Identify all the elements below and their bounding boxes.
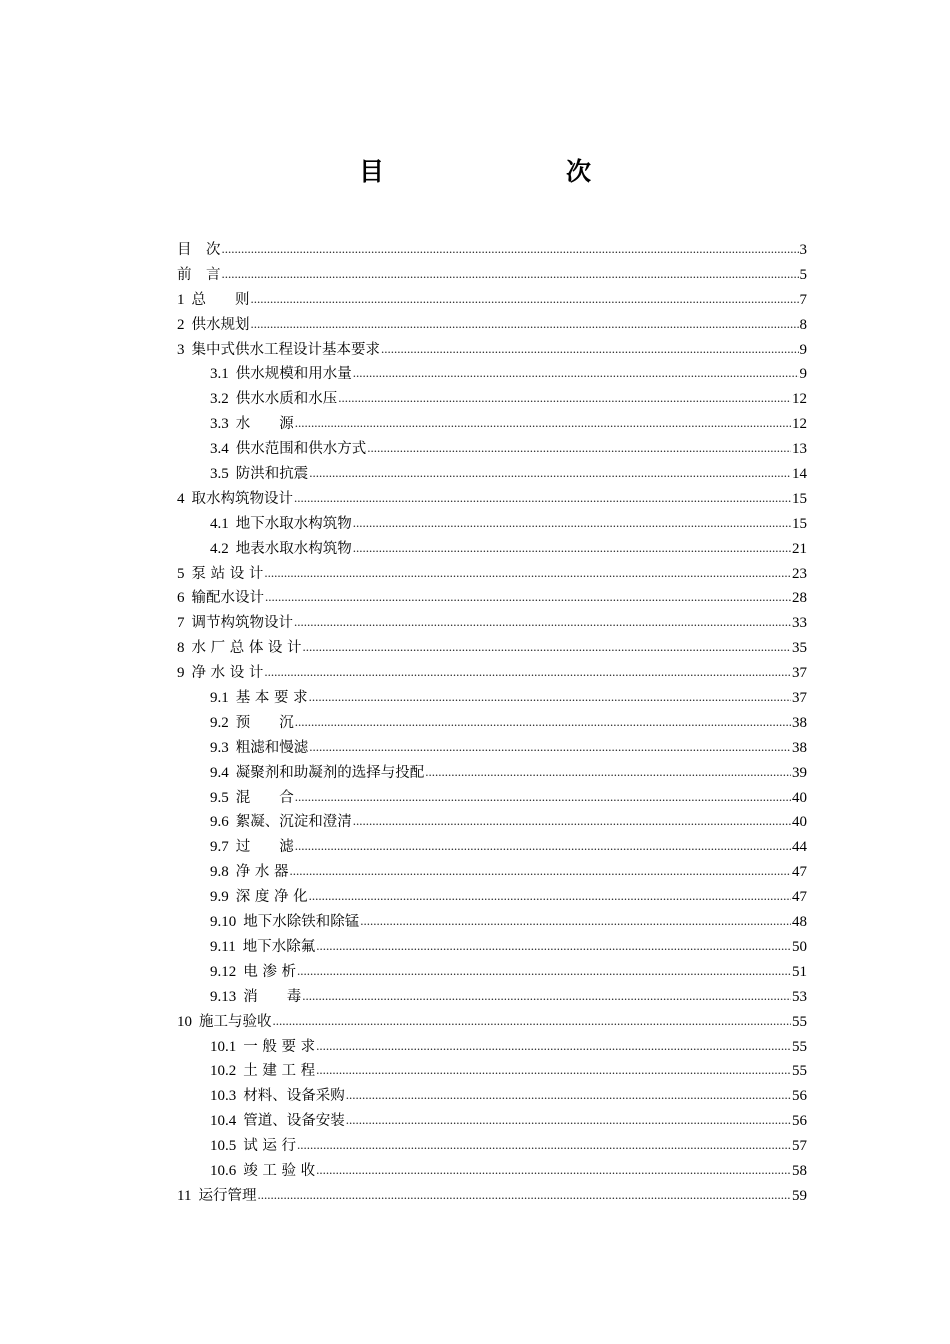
toc-entry[interactable]: [177, 1035, 807, 1060]
toc-leader-dots: [264, 561, 791, 586]
toc-leader-dots: [302, 984, 791, 1009]
toc-entry-number: 11: [177, 1187, 192, 1204]
toc-entry-page: 23: [792, 565, 807, 582]
toc-entry-number: 10.6: [210, 1162, 237, 1179]
toc-entry-number: 10.2: [210, 1063, 237, 1080]
toc-entry-number: 8: [177, 640, 185, 657]
toc-leader-dots: [367, 436, 791, 461]
toc-entry-number: 4: [177, 490, 185, 507]
toc-entry-title: 材料、设备采购: [243, 1088, 345, 1105]
toc-entry-page: 38: [792, 739, 807, 756]
toc-entry[interactable]: [177, 412, 807, 437]
toc-entry-number: 9.7: [210, 839, 229, 856]
toc-entry-number: 4.2: [210, 540, 229, 557]
toc-entry-page: 39: [792, 764, 807, 781]
toc-entry[interactable]: [177, 1184, 807, 1209]
toc-entry-title: 粗滤和慢滤: [235, 739, 309, 756]
toc-leader-dots: [295, 834, 791, 859]
toc-entry-page: 56: [792, 1088, 807, 1105]
toc-entry-page: 47: [792, 864, 807, 881]
toc-entry-page: 58: [792, 1162, 807, 1179]
toc-entry[interactable]: [177, 711, 807, 736]
toc-entry[interactable]: [177, 860, 807, 885]
toc-leader-dots: [309, 884, 791, 909]
toc-entry-title: 地表水取水构筑物: [235, 540, 352, 557]
toc-entry-number: 3.4: [210, 441, 229, 458]
toc-leader-dots: [295, 411, 791, 436]
toc-entry[interactable]: [177, 437, 807, 462]
toc-entry[interactable]: [177, 935, 807, 960]
toc-entry-title: 泵 站 设 计: [191, 565, 264, 582]
toc-leader-dots: [294, 486, 791, 511]
toc-entry[interactable]: [177, 835, 807, 860]
toc-entry-page: 40: [792, 789, 807, 806]
toc-entry-number: 9.9: [210, 889, 229, 906]
toc-entry-page: 37: [792, 690, 807, 707]
toc-entry-page: 9: [799, 341, 807, 358]
toc-entry[interactable]: [177, 387, 807, 412]
toc-entry-title: 目 次: [177, 242, 221, 258]
toc-leader-dots: [295, 785, 791, 810]
toc-entry-page: 7: [799, 291, 807, 308]
toc-entry[interactable]: [177, 537, 807, 562]
toc-entry-page: 35: [792, 640, 807, 657]
toc-entry-number: 5: [177, 565, 185, 582]
toc-entry[interactable]: [177, 238, 807, 263]
toc-entry[interactable]: [177, 736, 807, 761]
toc-entry[interactable]: [177, 960, 807, 985]
toc-entry-title: 土 建 工 程: [243, 1063, 316, 1080]
toc-entry[interactable]: [177, 661, 807, 686]
toc-leader-dots: [297, 1133, 791, 1158]
toc-leader-dots: [360, 909, 791, 934]
toc-entry-number: 9.13: [210, 988, 237, 1005]
toc-entry-title: 水 源: [235, 416, 294, 433]
toc-entry-title: 供水规模和用水量: [235, 366, 352, 383]
toc-entry-page: 55: [792, 1038, 807, 1055]
toc-entry-title: 施工与验收: [199, 1013, 272, 1030]
toc-entry-number: 9.1: [210, 690, 229, 707]
toc-entry-page: 57: [792, 1138, 807, 1155]
toc-entry-page: 55: [792, 1013, 807, 1030]
toc-entry-page: 51: [792, 963, 807, 980]
toc-entry-title: 电 渗 析: [243, 963, 296, 980]
toc-leader-dots: [353, 361, 799, 386]
toc-entry-title: 絮凝、沉淀和澄清: [235, 814, 352, 831]
toc-entry-page: 50: [792, 938, 807, 955]
toc-entry-number: 9.5: [210, 789, 229, 806]
toc-entry-title: 供水范围和供水方式: [235, 441, 367, 458]
toc-leader-dots: [222, 262, 799, 287]
toc-entry-title: 供水规划: [191, 316, 250, 333]
toc-entry-number: 10: [177, 1013, 192, 1030]
toc-leader-dots: [309, 461, 791, 486]
toc-leader-dots: [273, 1009, 792, 1034]
toc-leader-dots: [353, 809, 791, 834]
toc-entry[interactable]: [177, 810, 807, 835]
toc-entry-number: 10.5: [210, 1138, 237, 1155]
toc-entry-title: 净 水 器: [235, 864, 289, 881]
toc-entry-title: 凝聚剂和助凝剂的选择与投配: [235, 764, 425, 781]
toc-entry-page: 47: [792, 889, 807, 906]
toc-entry-page: 37: [792, 665, 807, 682]
toc-entry[interactable]: [177, 761, 807, 786]
toc-entry-title: 供水水质和水压: [235, 391, 338, 408]
toc-leader-dots: [346, 1083, 791, 1108]
toc-entry-number: 9.8: [210, 864, 229, 881]
toc-entry-number: 10.3: [210, 1088, 237, 1105]
toc-entry-number: 3.1: [210, 366, 229, 383]
toc-entry-title: 集中式供水工程设计基本要求: [191, 341, 380, 358]
toc-entry-title: 管道、设备安装: [243, 1113, 345, 1130]
toc-leader-dots: [316, 1034, 791, 1059]
toc-entry[interactable]: [177, 487, 807, 512]
toc-entry-page: 44: [792, 839, 807, 856]
toc-entry-number: 9: [177, 665, 185, 682]
toc-leader-dots: [222, 237, 799, 262]
toc-entry-number: 9.2: [210, 714, 229, 731]
toc-leader-dots: [297, 959, 791, 984]
toc-entry-page: 12: [792, 416, 807, 433]
toc-entry-number: 9.11: [210, 938, 236, 955]
toc-entry-page: 48: [792, 914, 807, 931]
toc-leader-dots: [294, 610, 791, 635]
toc-entry[interactable]: [177, 985, 807, 1010]
toc-leader-dots: [265, 585, 791, 610]
toc-entry-title: 调节构筑物设计: [191, 615, 293, 632]
toc-entry-page: 38: [792, 714, 807, 731]
toc-entry-number: 10.1: [210, 1038, 237, 1055]
toc-entry-page: 13: [792, 441, 807, 458]
toc-entry-title: 一 般 要 求: [243, 1038, 316, 1055]
toc-leader-dots: [338, 386, 791, 411]
toc-entry-number: 10.4: [210, 1113, 237, 1130]
toc-entry-page: 59: [792, 1187, 807, 1204]
toc-entry-title: 总 则: [191, 291, 250, 308]
toc-leader-dots: [316, 934, 791, 959]
toc-entry[interactable]: [177, 686, 807, 711]
toc-entry-title: 净 水 设 计: [191, 665, 264, 682]
toc-entry[interactable]: [177, 636, 807, 661]
toc-entry-title: 消 毒: [243, 988, 302, 1005]
toc-entry-page: 15: [792, 515, 807, 532]
toc-entry-number: 7: [177, 615, 185, 632]
toc-entry[interactable]: [177, 1059, 807, 1084]
toc-entry[interactable]: [177, 288, 807, 313]
toc-entry-title: 输配水设计: [191, 590, 264, 607]
toc-entry-title: 试 运 行: [243, 1138, 296, 1155]
toc-entry[interactable]: [177, 786, 807, 811]
page-title: 目 次: [358, 157, 635, 186]
toc-entry[interactable]: [177, 338, 807, 363]
toc-entry-number: 9.12: [210, 963, 237, 980]
toc-leader-dots: [303, 635, 791, 660]
toc-entry[interactable]: [177, 586, 807, 611]
toc-entry[interactable]: [177, 362, 807, 387]
toc-entry-title: 混 合: [235, 789, 294, 806]
toc-entry[interactable]: [177, 1159, 807, 1184]
toc-entry-title: 运行管理: [198, 1187, 257, 1204]
toc-leader-dots: [295, 710, 791, 735]
toc-entry-number: 3.3: [210, 416, 229, 433]
toc-entry-page: 40: [792, 814, 807, 831]
toc-leader-dots: [309, 735, 791, 760]
toc-entry-page: 33: [792, 615, 807, 632]
toc-entry[interactable]: [177, 313, 807, 338]
toc-entry-page: 9: [799, 366, 807, 383]
toc-leader-dots: [425, 760, 791, 785]
toc-entry-page: 28: [792, 590, 807, 607]
toc-entry-page: 5: [799, 266, 807, 283]
toc-entry[interactable]: [177, 1109, 807, 1134]
toc-leader-dots: [251, 312, 799, 337]
toc-entry-number: 6: [177, 590, 185, 607]
toc-leader-dots: [353, 511, 791, 536]
toc-entry-page: 55: [792, 1063, 807, 1080]
toc-entry-page: 14: [792, 466, 807, 483]
toc-entry-title: 地下水除铁和除锰: [243, 914, 360, 931]
toc-leader-dots: [251, 287, 799, 312]
toc-entry-title: 过 滤: [235, 839, 294, 856]
toc-leader-dots: [316, 1158, 791, 1183]
toc-leader-dots: [289, 859, 791, 884]
toc-entry[interactable]: [177, 512, 807, 537]
toc-entry-number: 4.1: [210, 515, 229, 532]
toc-entry-title: 地下水除氟: [242, 938, 316, 955]
toc-entry-number: 3.2: [210, 391, 229, 408]
toc-entry-number: 9.6: [210, 814, 229, 831]
toc-entry-page: 12: [792, 391, 807, 408]
toc-entry-number: 9.3: [210, 739, 229, 756]
toc-entry[interactable]: [177, 1084, 807, 1109]
toc-entry[interactable]: [177, 910, 807, 935]
toc-leader-dots: [316, 1058, 791, 1083]
toc-entry[interactable]: [177, 562, 807, 587]
toc-leader-dots: [264, 660, 791, 685]
toc-entry-page: 53: [792, 988, 807, 1005]
toc-entry[interactable]: [177, 1134, 807, 1159]
toc-entry-title: 水 厂 总 体 设 计: [191, 640, 302, 657]
toc-entry[interactable]: [177, 263, 807, 288]
toc-entry-page: 8: [799, 316, 807, 333]
toc-leader-dots: [309, 685, 791, 710]
toc-entry-number: 9.10: [210, 914, 237, 931]
toc-entry-title: 防洪和抗震: [235, 466, 309, 483]
toc-entry-page: 21: [792, 540, 807, 557]
toc-entry-title: 基 本 要 求: [235, 690, 308, 707]
toc-entry-title: 预 沉: [235, 714, 294, 731]
toc-entry-title: 取水构筑物设计: [191, 490, 293, 507]
toc-entry-page: 3: [799, 242, 807, 258]
toc-entry[interactable]: [177, 885, 807, 910]
toc-entry-title: 深 度 净 化: [235, 889, 308, 906]
table-of-contents: [177, 238, 807, 1209]
toc-entry-number: 9.4: [210, 764, 229, 781]
toc-entry-number: 3.5: [210, 466, 229, 483]
toc-leader-dots: [353, 536, 791, 561]
toc-entry-title: 竣 工 验 收: [243, 1162, 316, 1179]
toc-entry-number: 3: [177, 341, 185, 358]
toc-entry[interactable]: [177, 462, 807, 487]
toc-entry-title: 地下水取水构筑物: [235, 515, 352, 532]
toc-entry-page: 15: [792, 490, 807, 507]
toc-entry-number: 1: [177, 291, 185, 308]
toc-entry-number: 2: [177, 316, 185, 333]
toc-entry[interactable]: [177, 1010, 807, 1035]
toc-entry-page: 56: [792, 1113, 807, 1130]
toc-entry[interactable]: [177, 611, 807, 636]
toc-entry-title: 前 言: [177, 266, 221, 283]
toc-leader-dots: [257, 1183, 791, 1208]
toc-leader-dots: [381, 337, 799, 362]
toc-leader-dots: [346, 1108, 791, 1133]
